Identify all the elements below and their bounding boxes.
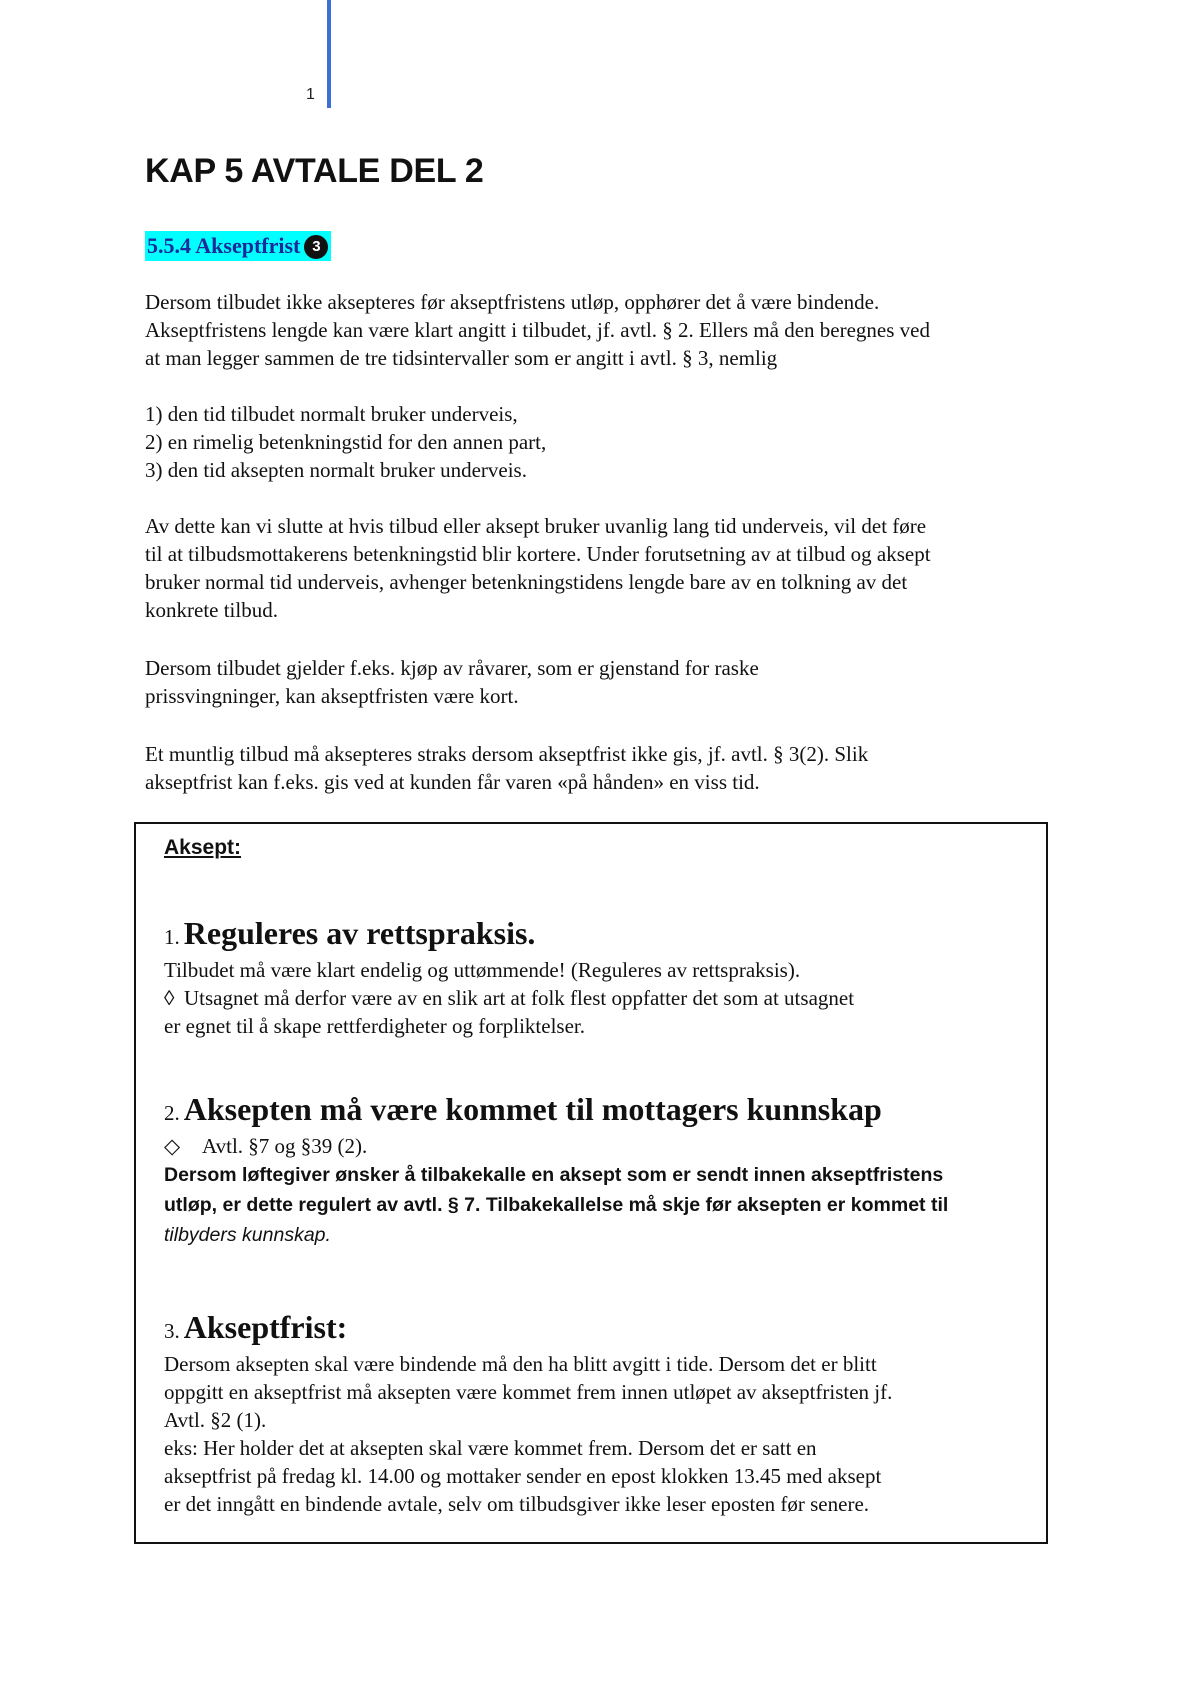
text-line: er egnet til å skape rettferdigheter og forpliktelser. — [164, 1014, 585, 1038]
text-line: Dersom løftegiver ønsker å tilbakekalle en aksept som er sendt innen akseptfristens — [164, 1164, 944, 1186]
text-line: at man legger sammen de tre tidsintervaller som er angitt i avtl. § 3, nemlig — [145, 346, 778, 370]
document-title: KAP 5 AVTALE DEL 2 — [145, 152, 484, 190]
aksept-box — [134, 822, 1048, 1544]
item-heading-text: Aksepten må være kommet til mottagers kunnskap — [183, 1091, 882, 1127]
paragraph-3 — [145, 654, 1065, 710]
item-3-heading — [164, 1308, 1024, 1350]
item-number: 3. — [164, 1319, 180, 1343]
intro-paragraph — [145, 288, 1065, 372]
text-line: konkrete tilbud. — [145, 598, 278, 622]
item-2-heading — [164, 1090, 1024, 1132]
text-line: Av dette kan vi slutte at hvis tilbud eller aksept bruker uvanlig lang tid underveis, vil det føre — [145, 514, 927, 538]
list-item: 1) den tid tilbudet normalt bruker underveis, — [145, 402, 518, 426]
section-heading-text: 5.5.4 Akseptfrist — [147, 233, 301, 258]
text-line: utløp, er dette regulert av avtl. § 7. Tilbakekallelse må skje før aksepten er kommet til — [164, 1194, 949, 1216]
item-number: 2. — [164, 1101, 180, 1125]
text-line — [164, 1132, 1024, 1160]
item-number: 1. — [164, 925, 180, 949]
list-item: 3) den tid aksepten normalt bruker underveis. — [145, 458, 527, 482]
italic-text: tilbyders kunnskap. — [164, 1224, 331, 1246]
text-line: Avtl. §2 (1). — [164, 1408, 267, 1432]
diamond-bullet-icon: ◇ — [164, 1134, 181, 1158]
numbered-circle-icon: 3 — [304, 235, 328, 259]
text-line — [164, 984, 1024, 1012]
text-line: bruker normal tid underveis, avhenger betenkningstidens lengde bare av en tolkning av det — [145, 570, 908, 594]
text-line — [164, 1220, 1024, 1250]
text-line: Tilbudet må være klart endelig og uttømmende! (Reguleres av rettspraksis). — [164, 958, 801, 982]
text-line: Dersom aksepten skal være bindende må den ha blitt avgitt i tide. Dersom det er blitt — [164, 1352, 877, 1376]
item-heading-text: Akseptfrist: — [183, 1309, 348, 1345]
paragraph-4 — [145, 740, 1065, 796]
interval-list — [145, 400, 546, 484]
text-line: er det inngått en bindende avtale, selv om tilbudsgiver ikke leser eposten før senere. — [164, 1492, 870, 1516]
item-heading-text: Reguleres av rettspraksis. — [183, 915, 536, 951]
page-number: 1 — [306, 86, 315, 103]
text-line: Dersom tilbudet ikke aksepteres før akseptfristens utløp, opphører det å være bindende. — [145, 290, 880, 314]
text-line: prissvingninger, kan akseptfristen være kort. — [145, 684, 519, 708]
diamond-bullet-icon: ◊ — [164, 986, 175, 1010]
text-line: til at tilbudsmottakerens betenkningstid blir kortere. Under forutsetning av at tilbud og aksept — [145, 542, 931, 566]
text-line: Akseptfristens lengde kan være klart angitt i tilbudet, jf. avtl. § 2. Ellers må den beregnes ved — [145, 318, 930, 342]
paragraph-2 — [145, 512, 1065, 624]
text-line: eks: Her holder det at aksepten skal være kommet frem. Dersom det er satt en — [164, 1436, 817, 1460]
list-item: 2) en rimelig betenkningstid for den annen part, — [145, 430, 547, 454]
section-heading — [145, 231, 331, 261]
margin-marker-line — [327, 0, 331, 108]
aksept-box-content — [164, 834, 1024, 1518]
text-line: Dersom tilbudet gjelder f.eks. kjøp av råvarer, som er gjenstand for raske — [145, 656, 759, 680]
item-1-heading — [164, 914, 1024, 956]
text-span: Avtl. §7 og §39 (2). — [202, 1134, 368, 1158]
text-line: Et muntlig tilbud må aksepteres straks dersom akseptfrist ikke gis, jf. avtl. § 3(2). Slik — [145, 742, 869, 766]
text-line: akseptfrist på fredag kl. 14.00 og mottaker sender en epost klokken 13.45 med aksept — [164, 1464, 882, 1488]
text-line: akseptfrist kan f.eks. gis ved at kunden får varen «på hånden» en viss tid. — [145, 770, 760, 794]
text-span: Utsagnet må derfor være av en slik art at folk flest oppfatter det som at utsagnet — [184, 986, 855, 1010]
aksept-label: Aksept: — [164, 836, 242, 859]
text-line: oppgitt en akseptfrist må aksepten være kommet frem innen utløpet av akseptfristen jf. — [164, 1380, 893, 1404]
